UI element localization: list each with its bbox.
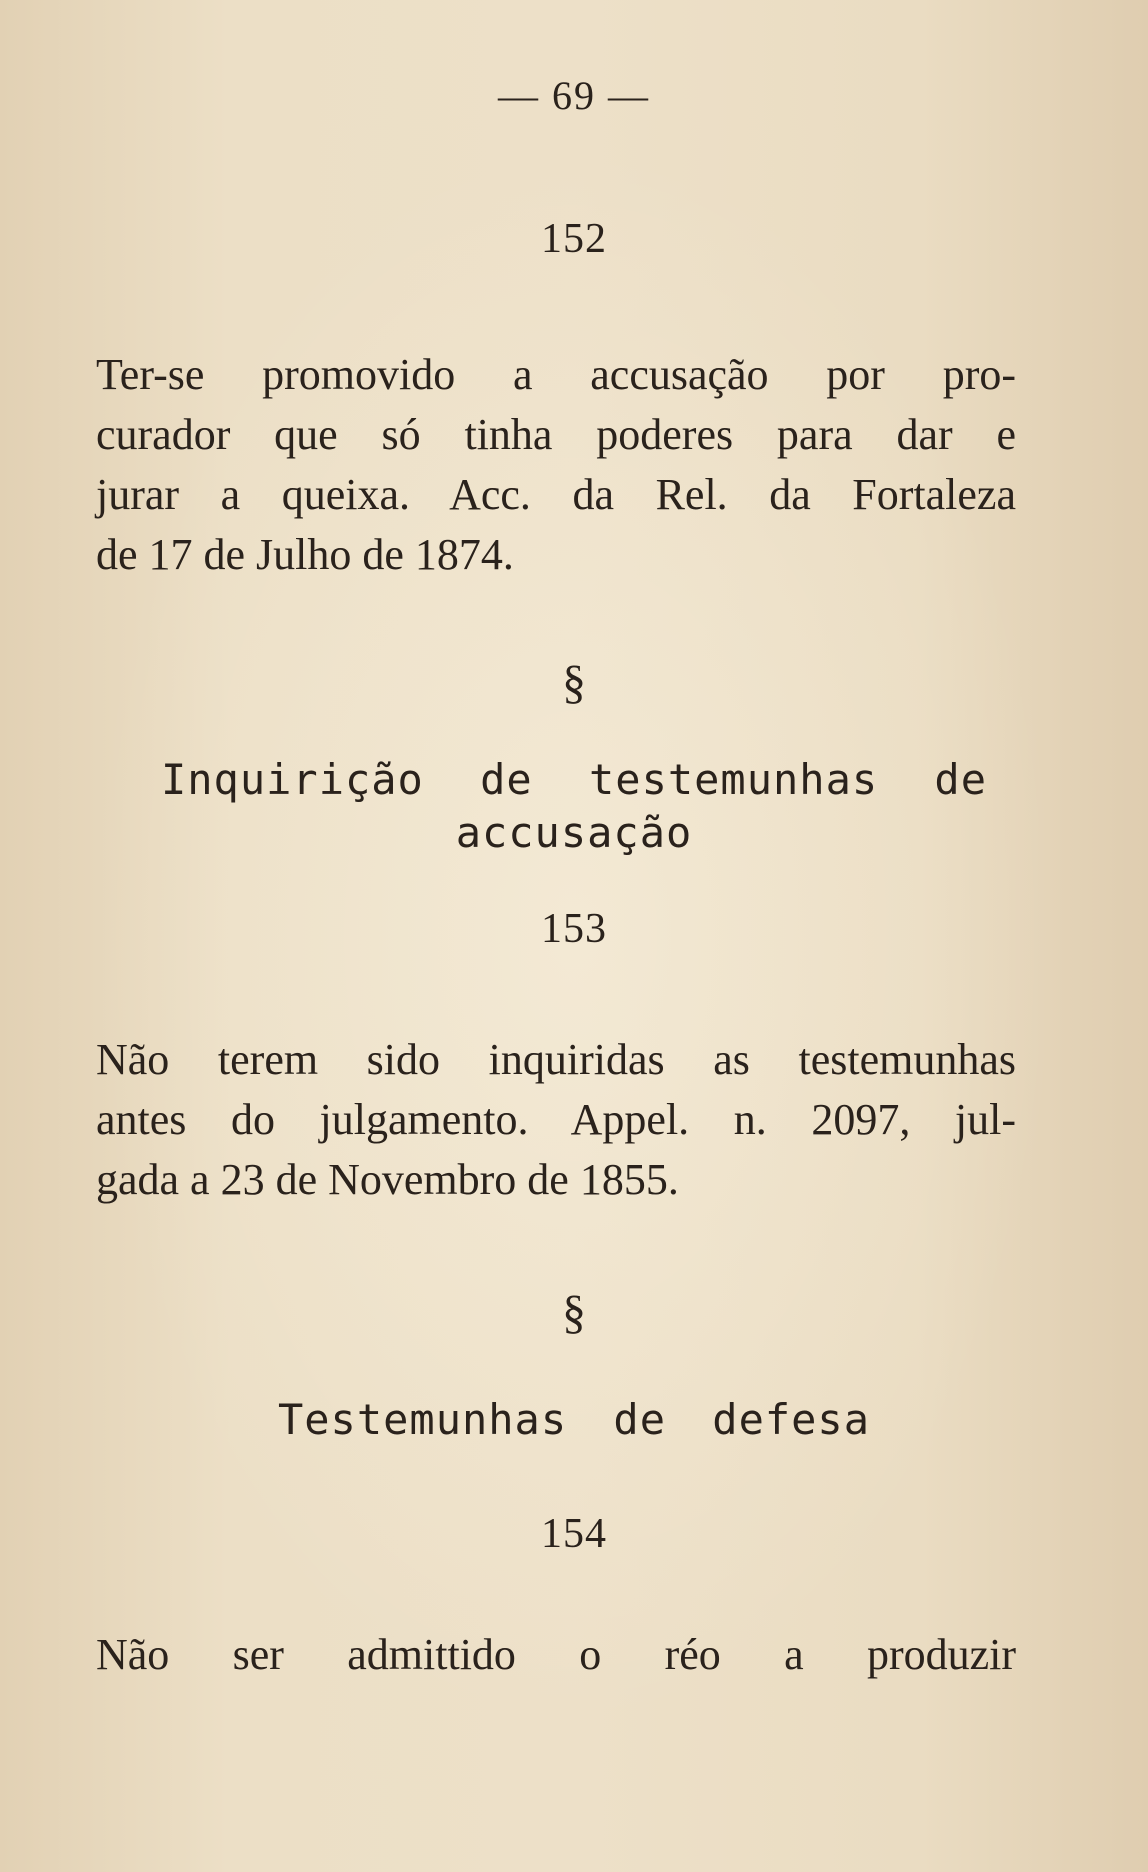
section-number-152: 152 bbox=[541, 216, 607, 262]
paragraph-line: de 17 de Julho de 1874. bbox=[96, 530, 514, 579]
paragraph-line: Não ser admittido o réo a produzir bbox=[96, 1630, 1016, 1679]
paragraph-line: Não terem sido inquiridas as testemunhas bbox=[96, 1035, 1016, 1084]
page-number: — 69 — bbox=[498, 73, 650, 118]
section-heading: Testemunhas de defesa bbox=[277, 1395, 870, 1444]
paragraph-line: curador que só tinha poderes para dar e bbox=[96, 410, 1016, 459]
paragraph-line: gada a 23 de Novembro de 1855. bbox=[96, 1155, 679, 1204]
section-heading-line: accusação bbox=[455, 808, 693, 857]
section-sign: § bbox=[562, 656, 586, 709]
section-sign: § bbox=[562, 1286, 586, 1339]
section-number-153: 153 bbox=[541, 906, 607, 952]
paragraph-154 bbox=[96, 1625, 1016, 1685]
paragraph-153 bbox=[96, 1030, 1016, 1210]
paragraph-152 bbox=[96, 345, 1016, 585]
paragraph-line: Ter-se promovido a accusação por pro- bbox=[96, 350, 1016, 399]
paragraph-line: antes do julgamento. Appel. n. 2097, jul- bbox=[96, 1095, 1016, 1144]
section-heading-line: Inquirição de testemunhas de bbox=[160, 755, 987, 804]
section-number-154: 154 bbox=[541, 1511, 607, 1557]
paragraph-line: jurar a queixa. Acc. da Rel. da Fortaleza bbox=[96, 470, 1016, 519]
